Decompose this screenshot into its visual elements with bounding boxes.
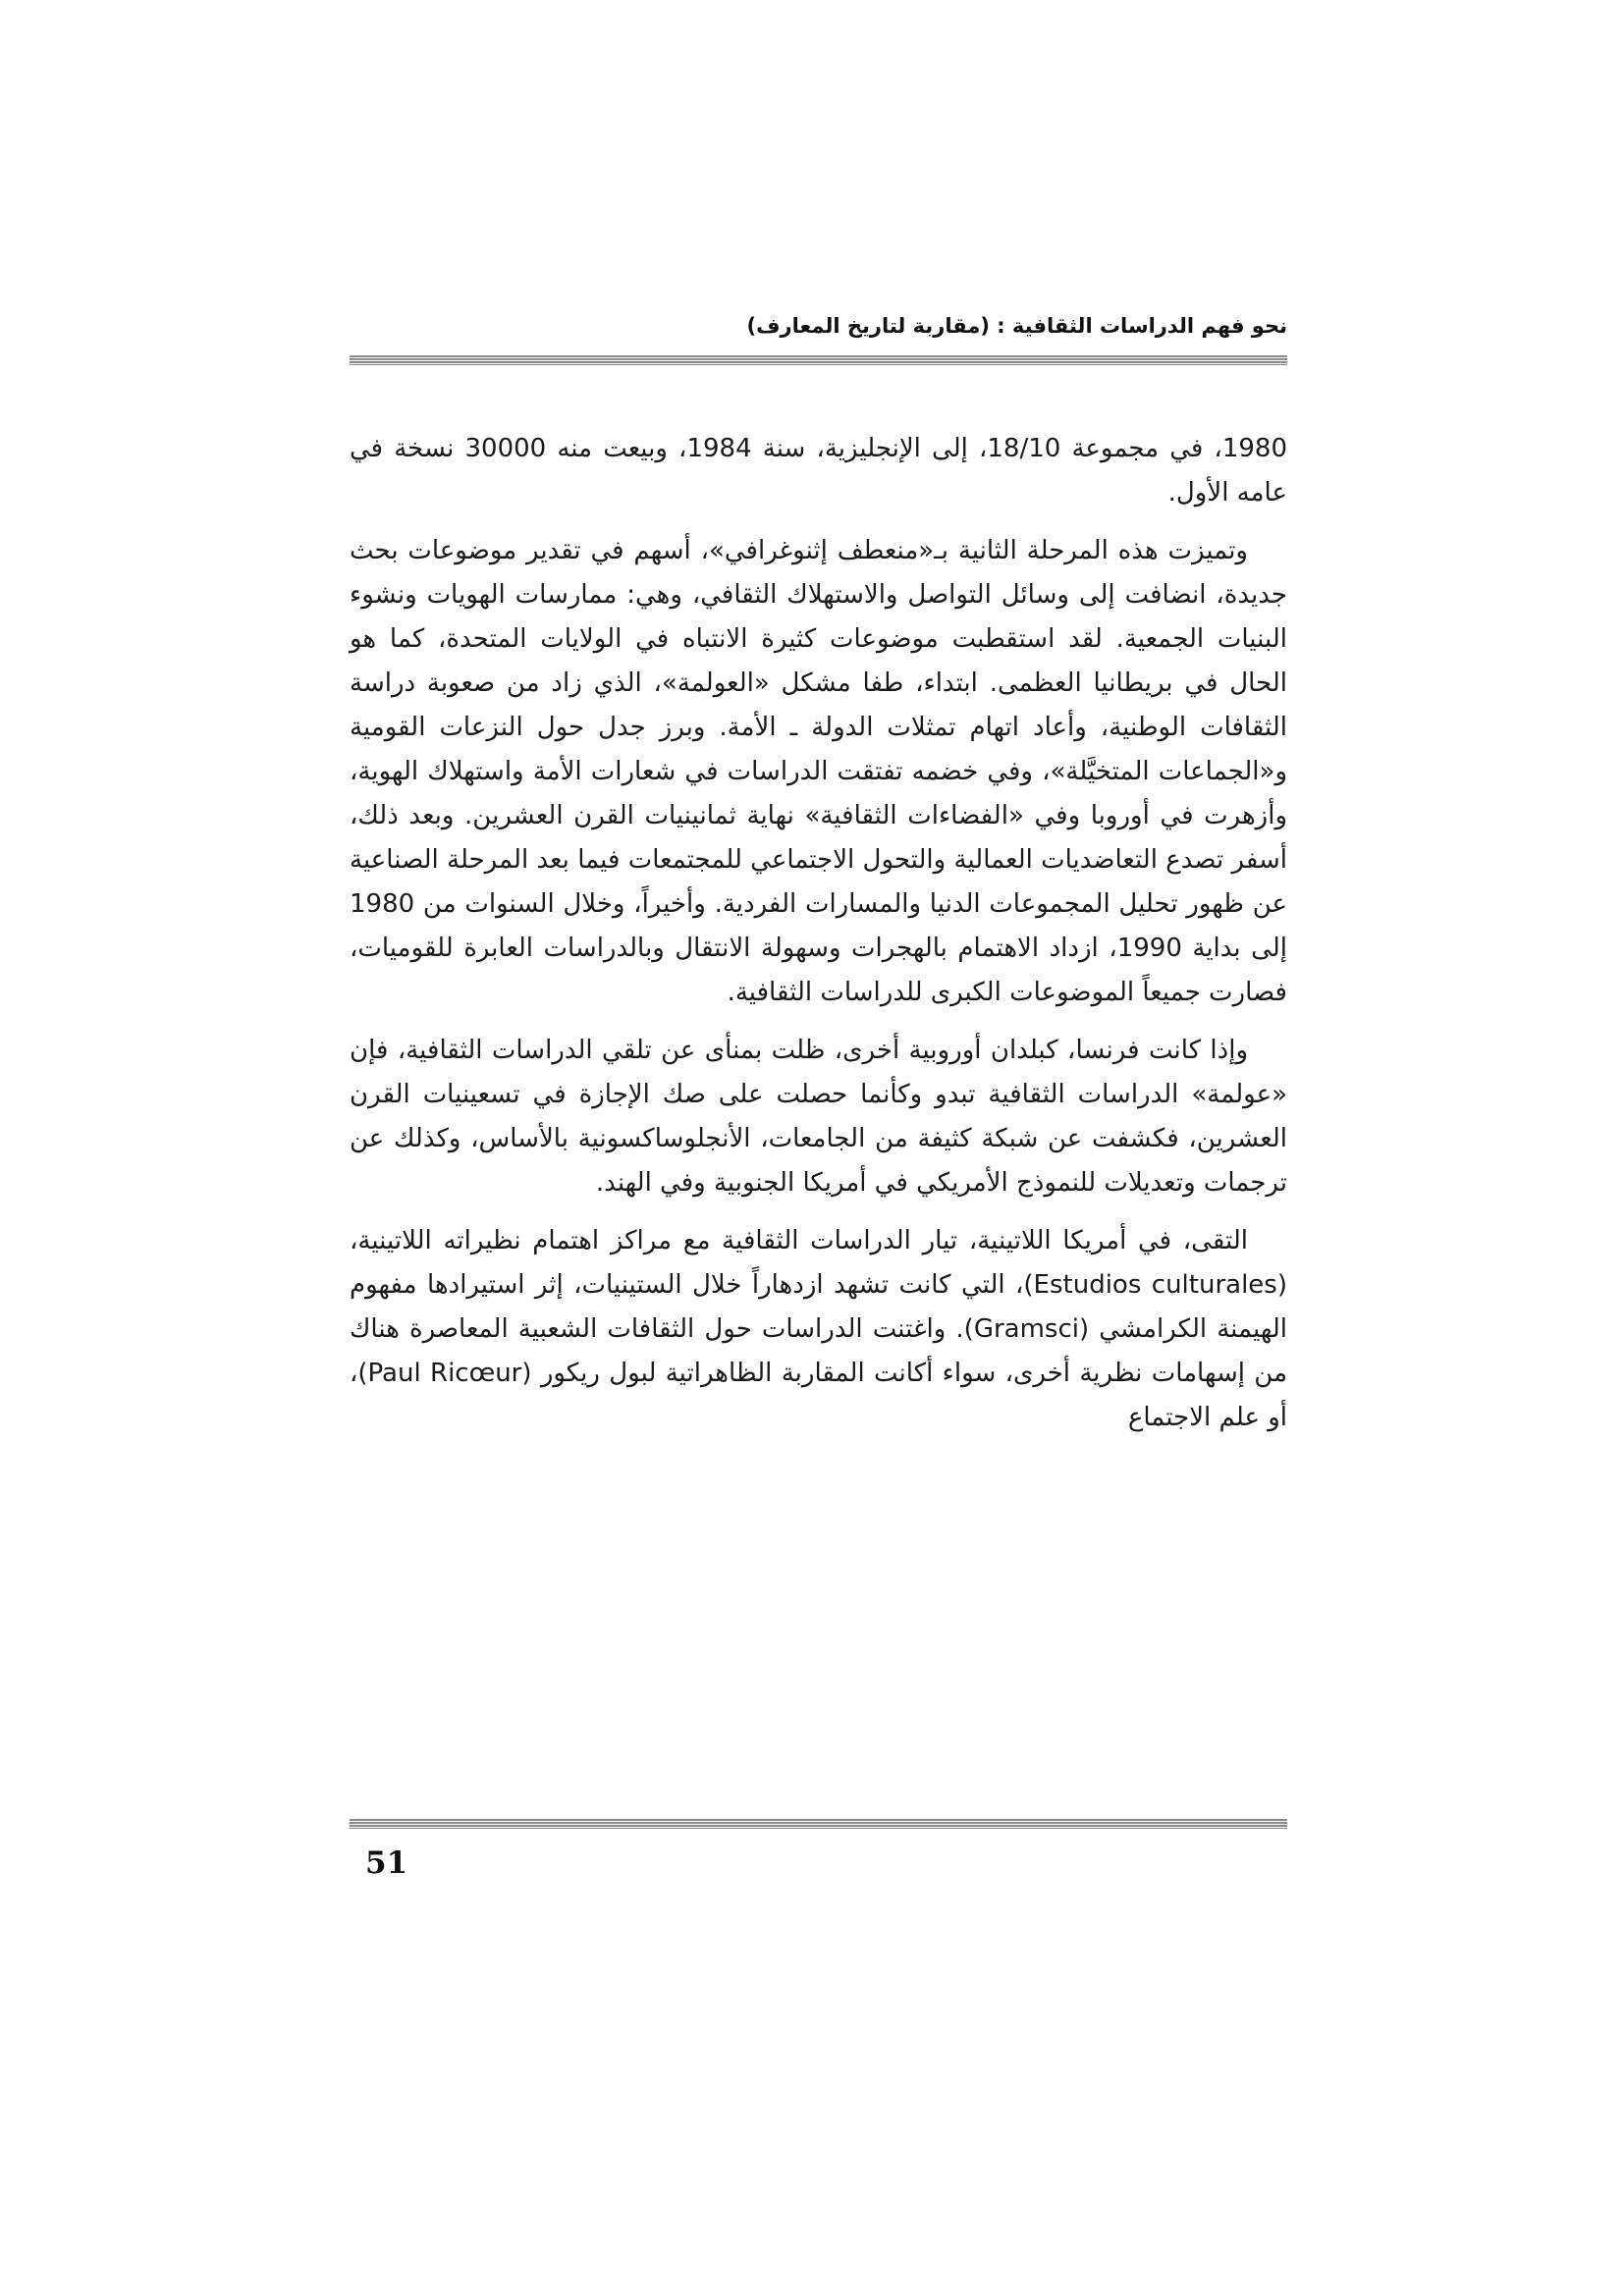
running-header: نحو فهم الدراسات الثقافية : (مقاربة لتاريخ المعارف)	[746, 314, 1287, 338]
page-number: 51	[365, 1845, 408, 1881]
paragraph-4: التقى، في أمريكا اللاتينية، تيار الدراسات الثقافية مع مراكز اهتمام نظيراته اللاتينية، (Estudios culturales)، التي كانت تشهد ازدهاراً خلال الستينيات، إثر استيرادها مفهوم الهيمنة الكرامشي (Gramsci). واغتنت الدراسات حول الثقافات الشعبية المعاصرة هناك من إسهامات نظرية أخرى، سواء أكانت المقاربة الظاهراتية لبول ريكور (Paul Ricœur)، أو علم الاجتماع	[350, 1226, 1287, 1432]
header-rule	[350, 355, 1287, 365]
paragraph-3: وإذا كانت فرنسا، كبلدان أوروبية أخرى، ظلت بمنأى عن تلقي الدراسات الثقافية، فإن «عولمة» الدراسات الثقافية تبدو وكأنما حصلت على صك الإجازة في تسعينيات القرن العشرين، فكشفت عن شبكة كثيفة من الجامعات، الأنجلوساكسونية بالأساس، وكذلك عن ترجمات وتعديلات للنموذج الأمريكي في أمريكا الجنوبية وفي الهند.	[350, 1036, 1287, 1198]
body-text	[350, 427, 1287, 1454]
footer-rule	[350, 1819, 1287, 1829]
paragraph-1: 1980، في مجموعة 18/10، إلى الإنجليزية، سنة 1984، وبيعت منه 30000 نسخة في عامه الأول.	[350, 434, 1287, 507]
paragraph-2: وتميزت هذه المرحلة الثانية بـ«منعطف إثنوغرافي»، أسهم في تقدير موضوعات بحث جديدة، انضافت إلى وسائل التواصل والاستهلاك الثقافي، وهي: ممارسات الهويات ونشوء البنيات الجمعية. لقد استقطبت موضوعات كثيرة الانتباه في الولايات المتحدة، كما هو الحال في بريطانيا العظمى. ابتداء، طفا مشكل «العولمة»، الذي زاد من صعوبة دراسة الثقافات الوطنية، وأعاد اتهام تمثلات الدولة ـ الأمة. وبرز جدل حول النزعات القومية و«الجماعات المتخيَّلة»، وفي خضمه تفتقت الدراسات في شعارات الأمة واستهلاك الهوية، وأزهرت في أوروبا وفي «الفضاءات الثقافية» نهاية ثمانينيات القرن العشرين. وبعد ذلك، أسفر تصدع التعاضديات العمالية والتحول الاجتماعي للمجتمعات فيما بعد المرحلة الصناعية عن ظهور تحليل المجموعات الدنيا والمسارات الفردية. وأخيراً، وخلال السنوات من 1980 إلى بداية 1990، ازداد الاهتمام بالهجرات وسهولة الانتقال وبالدراسات العابرة للقوميات، فصارت جميعاً الموضوعات الكبرى للدراسات الثقافية.	[350, 536, 1287, 1007]
